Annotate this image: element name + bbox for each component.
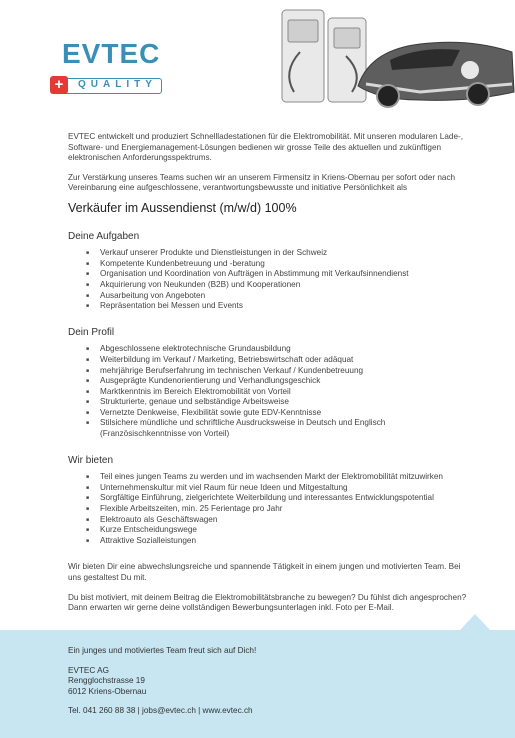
footer-tagline: Ein junges und motiviertes Team freut sich auf Dich!	[68, 646, 257, 655]
list-item: ■ Flexible Arbeitszeiten, min. 25 Ferientage pro Jahr	[98, 504, 468, 515]
company-street: Rengglochstrasse 19	[68, 676, 145, 686]
list-item: ■ Strukturierte, genaue und selbständige Arbeitsweise	[98, 397, 468, 408]
evtec-logo	[52, 38, 172, 98]
profile-list	[68, 344, 468, 439]
list-item: ■ Attraktive Sozialleistungen	[98, 536, 468, 547]
benefits-list	[68, 472, 468, 546]
list-item: ■ Marktkenntnis im Bereich Elektromobilität von Vorteil	[98, 387, 468, 398]
list-item: ■ Kurze Entscheidungswege	[98, 525, 468, 536]
footer	[0, 600, 515, 738]
sports-car-icon	[358, 42, 514, 107]
job-title: Verkäufer im Aussendienst (m/w/d) 100%	[68, 200, 297, 215]
section-title: Wir bieten	[68, 454, 114, 466]
list-item: ■ Unternehmenskultur mit viel Raum für neue Ideen und Mitgestaltung	[98, 483, 468, 494]
swiss-cross-icon: +	[50, 76, 68, 94]
list-item: ■ Vernetzte Denkweise, Flexibilität sowie gute EDV-Kenntnisse	[98, 408, 468, 419]
list-item: ■ Repräsentation bei Messen und Events	[98, 301, 468, 312]
task-list	[68, 248, 468, 312]
section-benefits	[68, 456, 468, 547]
list-item: ■ Stilsichere mündliche und schriftliche Ausdrucksweise in Deutsch und Englisch (Französischkenntnisse von Vorteil)	[98, 418, 468, 439]
charging-station-icon	[282, 10, 366, 102]
intro-paragraph-2: Zur Verstärkung unseres Teams suchen wir an unserem Firmensitz in Kriens-Obernau per sofort oder nach Vereinbarung eine aufgeschlossene, verantwortungsbewusste und initiative Persönlichkeit als	[68, 172, 456, 193]
closing-paragraph-1: Wir bieten Dir eine abwechslungsreiche und spannende Tätigkeit in einem jungen und motivierten Team. Bei uns gestaltest Du mit.	[68, 562, 461, 582]
list-item: ■ Teil eines jungen Teams zu werden und im wachsenden Markt der Elektromobilität mitzuwirken	[98, 472, 468, 483]
logo-tagline: QUALITY	[78, 79, 157, 90]
contact-line[interactable]: Tel. 041 260 88 38 | jobs@evtec.ch | www.evtec.ch	[68, 706, 253, 716]
list-item: ■ Weiterbildung im Verkauf / Marketing, Betriebswirtschaft oder adäquat	[98, 355, 468, 366]
section-title: Dein Profil	[68, 326, 115, 338]
list-item: ■ Sorgfältige Einführung, zielgerichtete Weiterbildung und interessantes Entwicklungspotential	[98, 493, 468, 504]
main-content	[68, 132, 468, 623]
list-item: ■ Verkauf unserer Produkte und Dienstleistungen in der Schweiz	[98, 248, 468, 259]
list-item: ■ Akquirierung von Neukunden (B2B) und Kooperationen	[98, 280, 468, 291]
logo-text: EVTEC	[62, 38, 161, 69]
header	[0, 0, 515, 120]
section-profile	[68, 328, 468, 440]
list-item: ■ Ausgeprägte Kundenorientierung und Verhandlungsgeschick	[98, 376, 468, 387]
section-title: Deine Aufgaben	[68, 230, 140, 242]
intro-paragraph-1: EVTEC entwickelt und produziert Schnellladestationen für die Elektromobilität. Mit unseren modularen Lade-, Software- und Energiemanagement-Lösungen bedienen wir grosse Teile des aktuellen und zukünftigen elektronischen Anforderungsspektrums.	[68, 132, 464, 163]
charger-car-image	[270, 0, 515, 120]
company-name: EVTEC AG	[68, 665, 109, 675]
company-city: 6012 Kriens-Obernau	[68, 686, 147, 696]
section-tasks	[68, 232, 468, 312]
list-item: ■ mehrjährige Berufserfahrung im technischen Verkauf / Kundenbetreuung	[98, 366, 468, 377]
list-item: ■ Abgeschlossene elektrotechnische Grundausbildung	[98, 344, 468, 355]
list-item: ■ Organisation und Koordination von Aufträgen in Abstimmung mit Verkaufsinnendienst	[98, 269, 468, 280]
closing-paragraph-2: Du bist motiviert, mit deinem Beitrag die Elektromobilitätsbranche zu bewegen? Du fühlst dich angesprochen? Dann erwarten wir gerne deine vollständigen Bewerbungsunterlagen inkl. Foto per E-Mail.	[68, 592, 467, 613]
list-item: ■ Ausarbeitung von Angeboten	[98, 291, 468, 302]
list-item: ■ Kompetente Kundenbetreuung und -beratung	[98, 259, 468, 270]
list-item: ■ Elektroauto als Geschäftswagen	[98, 515, 468, 526]
footer-text	[68, 646, 256, 717]
